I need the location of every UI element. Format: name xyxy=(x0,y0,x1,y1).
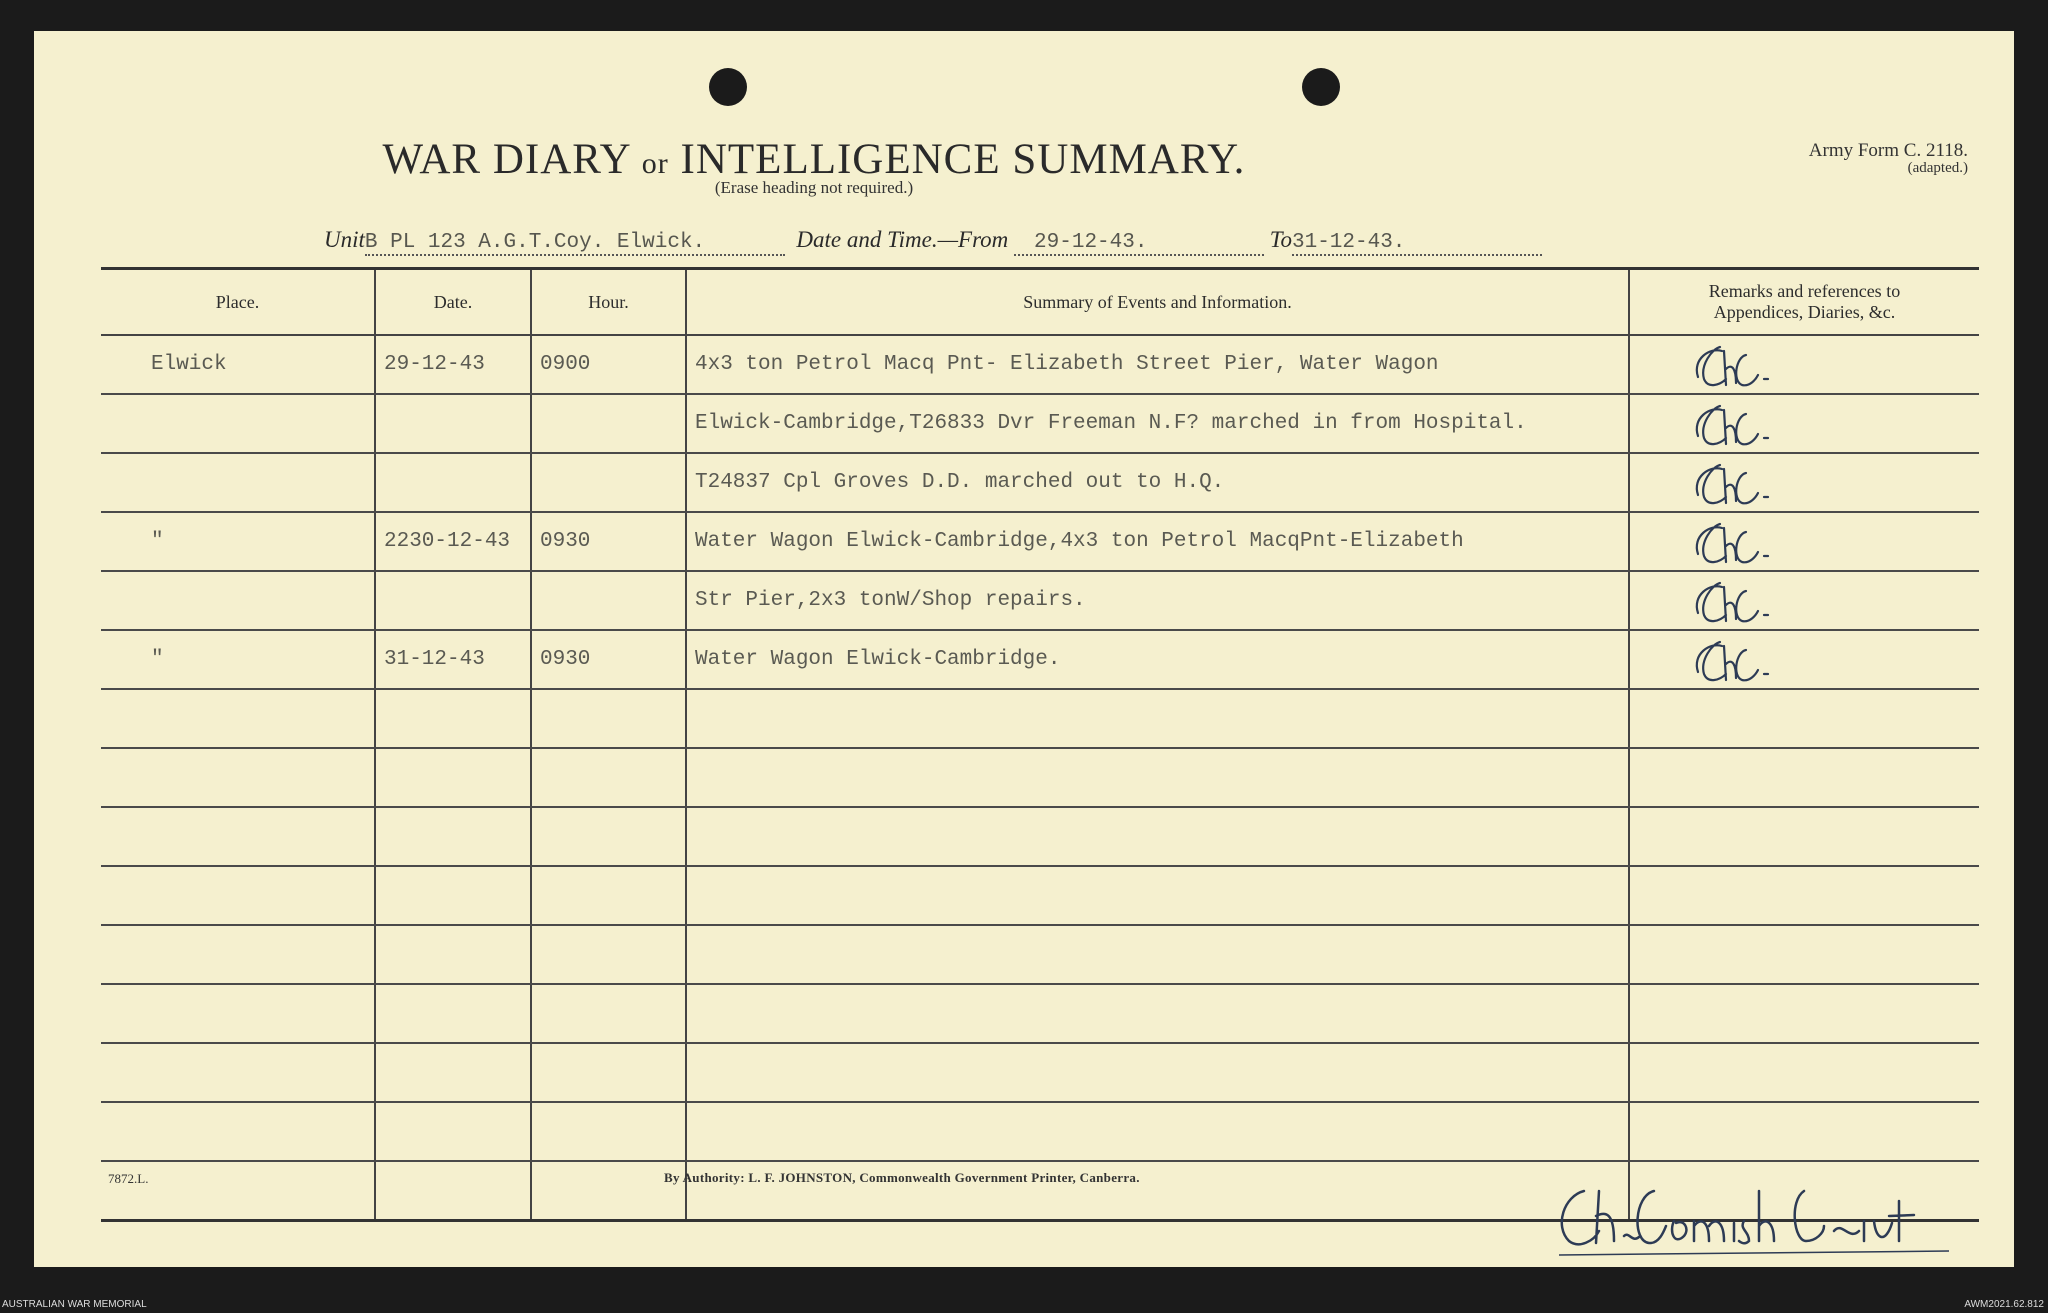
cell-summary xyxy=(686,1043,1629,1102)
table-header-row xyxy=(101,269,1979,336)
cell-remark xyxy=(1629,807,1979,866)
date-from-label: Date and Time.—From xyxy=(796,227,1009,252)
cell-place xyxy=(101,1043,375,1102)
cell-date xyxy=(375,1102,531,1161)
unit-value: B PL 123 A.G.T.Coy. Elwick. xyxy=(364,231,706,254)
table-row xyxy=(101,689,1979,748)
table-row xyxy=(101,453,1979,512)
header-date: Date. xyxy=(375,269,531,336)
table-row xyxy=(101,630,1979,689)
cell-date xyxy=(375,984,531,1043)
date-from-value: 29-12-43. xyxy=(1034,231,1148,254)
cell-remark xyxy=(1629,630,1979,689)
cell-remark xyxy=(1629,866,1979,925)
cell-date xyxy=(375,925,531,984)
cell-summary xyxy=(686,748,1629,807)
cell-date xyxy=(375,689,531,748)
army-form-number: Army Form C. 2118. xyxy=(1808,140,1968,161)
cell-remark xyxy=(1629,925,1979,984)
punch-hole-left xyxy=(709,68,747,106)
cell-remark xyxy=(1629,394,1979,453)
cell-summary xyxy=(686,1102,1629,1161)
cell-place: " xyxy=(101,512,375,571)
table-row xyxy=(101,571,1979,630)
cell-place xyxy=(101,1102,375,1161)
diary-page xyxy=(34,31,2014,1267)
cell-hour: 0930 xyxy=(531,512,686,571)
cell-remark xyxy=(1629,748,1979,807)
table-row xyxy=(101,984,1979,1043)
cell-date: 29-12-43 xyxy=(375,335,531,394)
cell-summary: Water Wagon Elwick-Cambridge. xyxy=(686,630,1629,689)
cell-date: 2230-12-43 xyxy=(375,512,531,571)
cell-hour xyxy=(531,1043,686,1102)
punch-hole-right xyxy=(1302,68,1340,106)
cell-hour: 0930 xyxy=(531,630,686,689)
cell-hour xyxy=(531,1102,686,1161)
cell-place: Elwick xyxy=(101,335,375,394)
cell-place xyxy=(101,1161,375,1221)
cell-summary xyxy=(686,925,1629,984)
cell-remark xyxy=(1629,689,1979,748)
cell-hour xyxy=(531,748,686,807)
cell-place xyxy=(101,866,375,925)
cell-summary: Str Pier,2x3 tonW/Shop repairs. xyxy=(686,571,1629,630)
unit-label: Unit xyxy=(324,227,365,252)
header-summary: Summary of Events and Information. xyxy=(686,269,1629,336)
table-row xyxy=(101,394,1979,453)
cell-hour xyxy=(531,394,686,453)
cell-date xyxy=(375,866,531,925)
table-row xyxy=(101,925,1979,984)
form-subtitle: (Erase heading not required.) xyxy=(714,178,914,197)
table-row xyxy=(101,335,1979,394)
cell-place: " xyxy=(101,630,375,689)
cell-summary xyxy=(686,984,1629,1043)
cell-remark xyxy=(1629,571,1979,630)
initials-icon xyxy=(1690,457,1780,509)
cell-remark xyxy=(1629,1043,1979,1102)
table-row xyxy=(101,807,1979,866)
unit-date-line xyxy=(324,227,1542,256)
cell-date xyxy=(375,807,531,866)
army-form-label xyxy=(1809,141,1968,177)
cell-remark xyxy=(1629,453,1979,512)
header-remarks: Remarks and references to Appendices, Diaries, &c. xyxy=(1629,269,1979,336)
table-row xyxy=(101,512,1979,571)
initials-icon xyxy=(1690,516,1780,568)
cell-place xyxy=(101,925,375,984)
cell-hour xyxy=(531,453,686,512)
initials-icon xyxy=(1690,634,1780,686)
cell-hour xyxy=(531,689,686,748)
cell-place xyxy=(101,571,375,630)
cell-summary: Water Wagon Elwick-Cambridge,4x3 ton Petrol MacqPnt-Elizabeth xyxy=(686,512,1629,571)
cell-place xyxy=(101,453,375,512)
cell-place xyxy=(101,748,375,807)
table-row xyxy=(101,1043,1979,1102)
form-number: 7872.L. xyxy=(108,1171,149,1186)
cell-place xyxy=(101,689,375,748)
diary-table xyxy=(101,267,1979,1222)
date-to-value: 31-12-43. xyxy=(1291,231,1406,254)
signature-icon xyxy=(1544,1171,1964,1261)
cell-date xyxy=(375,1161,531,1221)
army-form-adapted: (adapted.) xyxy=(1907,159,1968,176)
cell-hour xyxy=(531,866,686,925)
header-place: Place. xyxy=(101,269,375,336)
cell-summary xyxy=(686,866,1629,925)
cell-place xyxy=(101,807,375,866)
cell-hour: 0900 xyxy=(531,335,686,394)
cell-date: 31-12-43 xyxy=(375,630,531,689)
date-to-label: To xyxy=(1269,227,1292,252)
table-row xyxy=(101,1102,1979,1161)
form-title xyxy=(34,135,1594,184)
title-part2: INTELLIGENCE SUMMARY. xyxy=(680,136,1246,183)
archive-right-label: AWM2021.62.812 xyxy=(1964,1299,2044,1310)
cell-summary: Elwick-Cambridge,T26833 Dvr Freeman N.F? marched in from Hospital. xyxy=(686,394,1629,453)
table-row xyxy=(101,748,1979,807)
header-hour: Hour. xyxy=(531,269,686,336)
cell-hour xyxy=(531,571,686,630)
officer-signature xyxy=(1544,1171,1964,1266)
cell-summary xyxy=(686,807,1629,866)
cell-summary xyxy=(686,689,1629,748)
cell-hour xyxy=(531,1161,686,1221)
cell-date xyxy=(375,394,531,453)
printer-authority: By Authority: L. F. JOHNSTON, Commonwealth Government Printer, Canberra. xyxy=(664,1170,1140,1185)
cell-place xyxy=(101,984,375,1043)
cell-remark xyxy=(1629,984,1979,1043)
cell-remark xyxy=(1629,335,1979,394)
cell-remark xyxy=(1629,1102,1979,1161)
cell-date xyxy=(375,748,531,807)
cell-hour xyxy=(531,807,686,866)
cell-place xyxy=(101,394,375,453)
initials-icon xyxy=(1690,575,1780,627)
cell-summary: 4x3 ton Petrol Macq Pnt- Elizabeth Street Pier, Water Wagon xyxy=(686,335,1629,394)
initials-icon xyxy=(1690,339,1780,391)
cell-hour xyxy=(531,984,686,1043)
table-row xyxy=(101,866,1979,925)
cell-date xyxy=(375,453,531,512)
title-or: or xyxy=(641,147,669,180)
cell-date xyxy=(375,571,531,630)
cell-hour xyxy=(531,925,686,984)
cell-remark xyxy=(1629,512,1979,571)
cell-date xyxy=(375,1043,531,1102)
title-part1: WAR DIARY xyxy=(382,136,631,183)
initials-icon xyxy=(1690,398,1780,450)
archive-left-label: AUSTRALIAN WAR MEMORIAL xyxy=(2,1299,147,1310)
cell-summary: T24837 Cpl Groves D.D. marched out to H.Q. xyxy=(686,453,1629,512)
